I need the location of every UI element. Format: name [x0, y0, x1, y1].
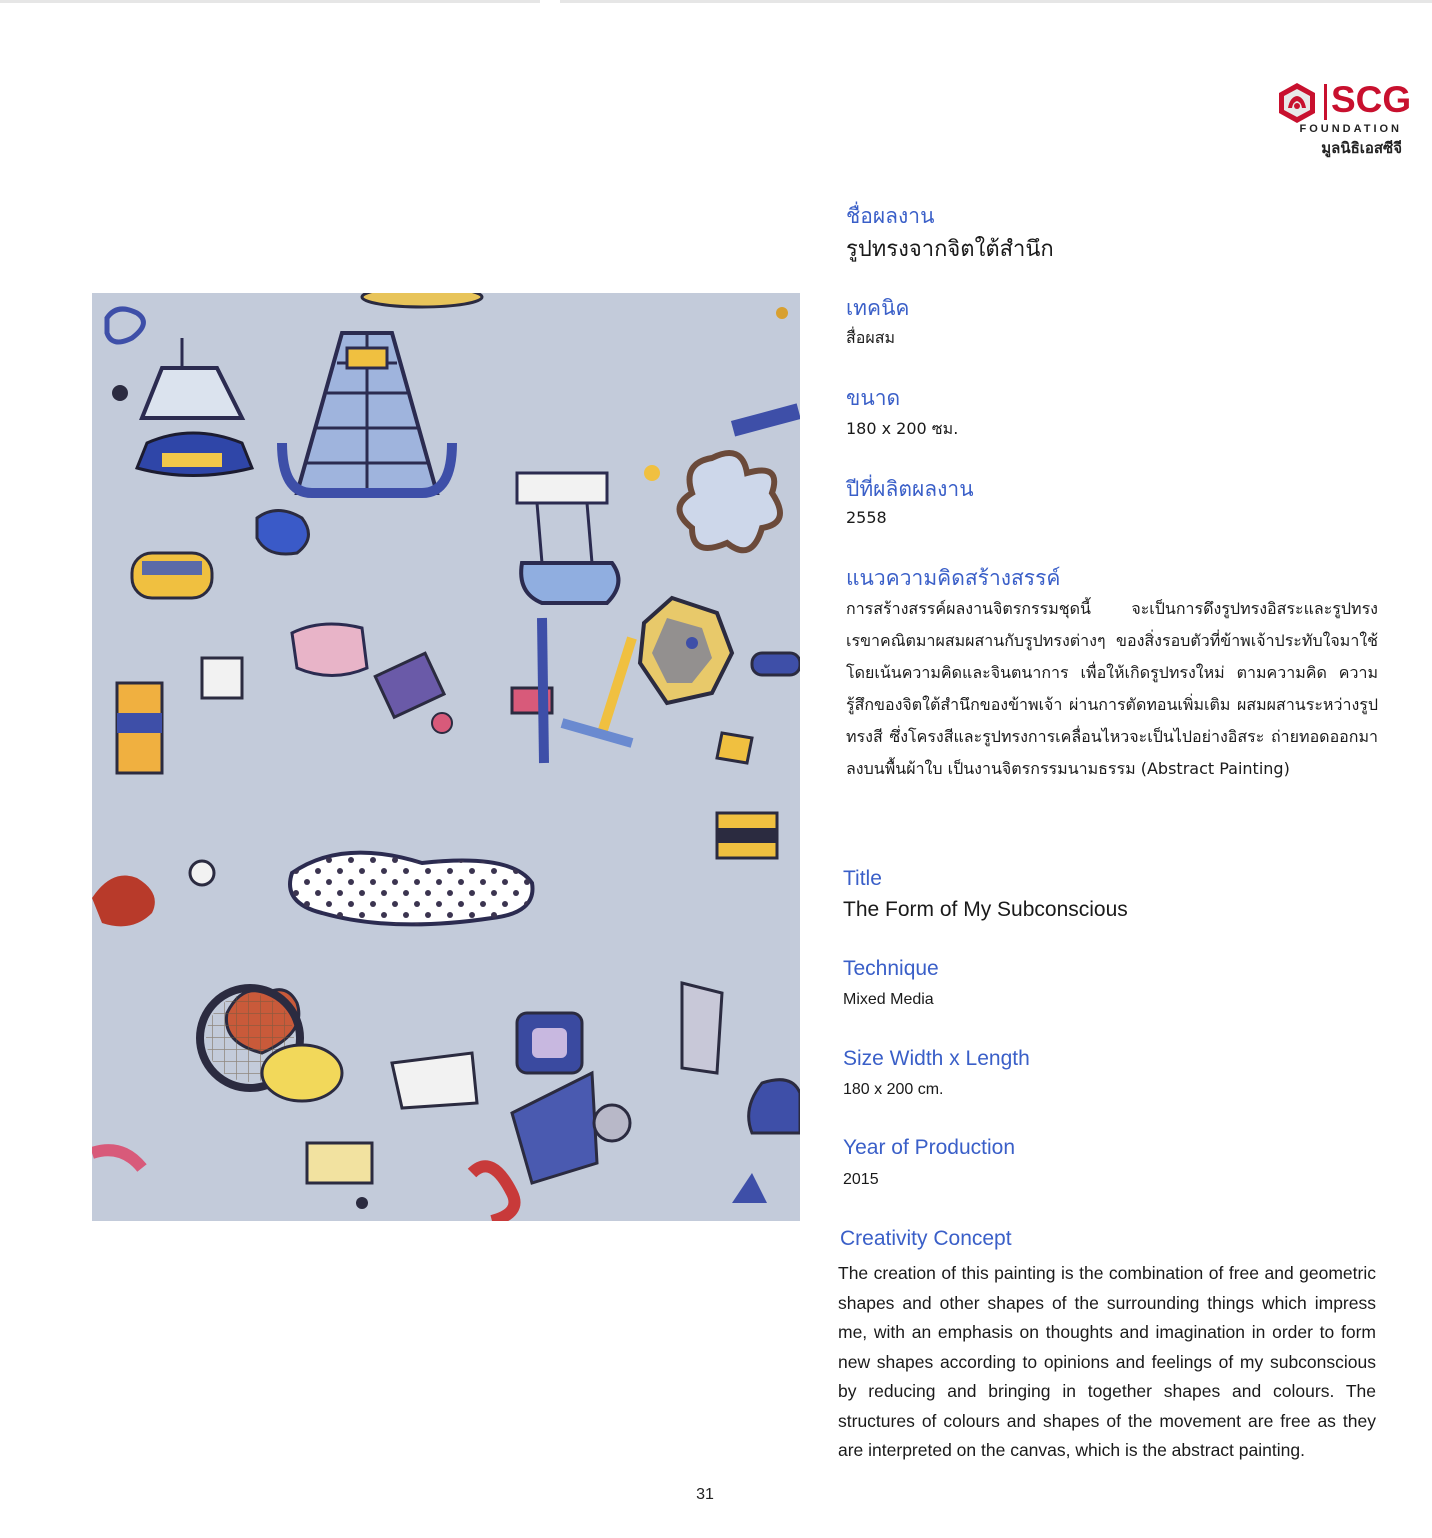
english-concept-label: Creativity Concept — [840, 1227, 1012, 1250]
thai-year-label: ปีที่ผลิตผลงาน — [846, 477, 974, 501]
english-concept-text: The creation of this painting is the combination of free and geometric shapes and other shapes of the surrounding things which impress me, with an emphasis on thoughts and imagination in order to form new shapes according to opinions and feelings of my subconscious by reducing and bringing in together shapes and colours. The structures of colours and shapes of the movement are free as they are interpreted on the canvas, which is the abstract painting. — [838, 1263, 1376, 1460]
scg-foundation-logo — [1272, 78, 1412, 158]
top-rule-left — [0, 0, 540, 3]
logo-thai-name: มูลนิธิเอสซีจี — [1321, 139, 1402, 157]
thai-concept-text: การสร้างสรรค์ผลงานจิตรกรรมชุดนี้ จะเป็นการดึงรูปทรงอิสระและรูปทรงเรขาคณิตมาผสมผสานกับรูปทรงต่างๆ ของสิ่งรอบตัวที่ข้าพเจ้าประทับใจมาใช้ โดยเน้นความคิดและจินตนาการ เพื่อให้เกิดรูปทรงใหม่ ตามความคิด ความรู้สึกของจิตใต้สำนึกของข้าพเจ้า ผ่านการตัดทอนเพิ่มเติม ผสมผสานระหว่างรูปทรงสี ซึ่งโครงสีและรูปทรงการเคลื่อนไหวจะเป็นไปอย่างอิสระ ถ่ายทอดออกมาลงบนพื้นผ้าใบ เป็นงานจิตรกรรมนามธรรม (Abstract Painting) — [846, 599, 1378, 778]
logo-subtitle: FOUNDATION — [1299, 123, 1402, 135]
thai-size-value: 180 x 200 ซม. — [846, 419, 959, 438]
page-number: 31 — [696, 1486, 714, 1503]
english-size-value: 180 x 200 cm. — [843, 1081, 944, 1098]
artwork-image — [92, 293, 800, 1221]
thai-year-value: 2558 — [846, 508, 887, 527]
english-technique-label: Technique — [843, 957, 939, 980]
logo-brand: SCG — [1331, 79, 1412, 120]
abstract-painting — [92, 293, 800, 1221]
english-year-label: Year of Production — [843, 1136, 1016, 1159]
thai-concept-label: แนวความคิดสร้างสรรค์ — [846, 566, 1061, 590]
thai-technique-value: สื่อผสม — [846, 328, 896, 347]
top-rule-right — [560, 0, 1432, 3]
english-size-label: Size Width x Length — [843, 1047, 1030, 1070]
thai-technique-label: เทคนิค — [846, 296, 910, 320]
logo-divider — [1324, 84, 1327, 120]
english-technique-value: Mixed Media — [843, 991, 934, 1008]
scg-emblem-icon — [1276, 82, 1318, 124]
english-title-value: The Form of My Subconscious — [843, 898, 1128, 921]
thai-title-label: ชื่อผลงาน — [846, 204, 935, 228]
thai-size-label: ขนาด — [846, 386, 901, 410]
english-title-label: Title — [843, 867, 882, 890]
thai-title-value: รูปทรงจากจิตใต้สำนึก — [846, 237, 1054, 262]
english-year-value: 2015 — [843, 1171, 879, 1188]
